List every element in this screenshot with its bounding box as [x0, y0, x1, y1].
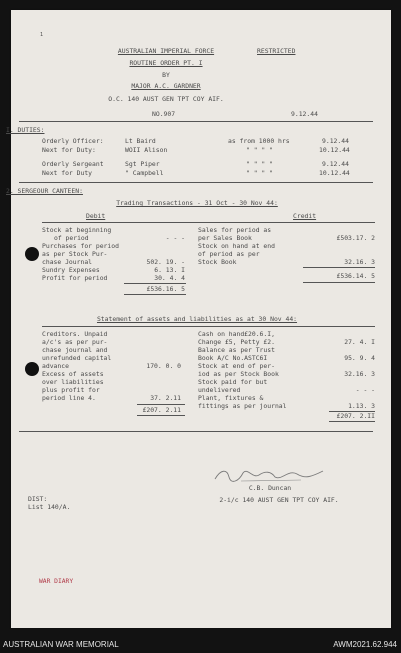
- signatory-name: C.B. Duncan: [248, 484, 292, 492]
- divider: [19, 121, 373, 122]
- order-title: ROUTINE ORDER PT. I: [129, 59, 203, 67]
- war-diary-stamp: WAR DIARY: [39, 578, 74, 585]
- duty-date: 10.12.44: [319, 169, 350, 177]
- credit-label: Credit: [293, 212, 317, 220]
- dist-label: DIST:: [28, 495, 48, 503]
- credit-line: of period as per: [198, 250, 260, 258]
- asset-line: Cash on hand£20.6.I,: [198, 330, 275, 338]
- credit-line: Stock Book: [198, 258, 237, 266]
- duty-from: " " " ": [246, 169, 273, 177]
- canteen-heading: 2. SERGEOUR CANTEEN:: [6, 187, 83, 195]
- duty-role: Next for Duty:: [42, 146, 96, 154]
- statement-title: Statement of assets and liabilities as at 30 Nov 44:: [96, 315, 298, 323]
- by-label: BY: [162, 71, 170, 79]
- debit-line: as per Stock Pur-: [42, 250, 108, 258]
- debit-amount: - - -: [165, 234, 185, 242]
- asset-line: undelivered: [198, 386, 241, 394]
- rule: [42, 222, 375, 223]
- debit-line: Purchases for period: [42, 242, 119, 250]
- duty-role: Orderly Officer:: [42, 137, 104, 145]
- divider: [19, 182, 373, 183]
- unit-name: O.C. 140 AUST GEN TPT COY AIF.: [108, 95, 224, 103]
- debit-line: Stock at beginning: [42, 226, 112, 234]
- debit-label: Debit: [86, 212, 106, 220]
- debit-line: Profit for period: [42, 274, 108, 282]
- asset-line: Change £5, Petty £2.: [198, 338, 275, 346]
- liability-line: unrefunded capital: [42, 354, 112, 362]
- liability-line: chase journal and: [42, 346, 108, 354]
- document-page: [6, 10, 391, 628]
- asset-line: Stock at end of per-: [198, 362, 275, 370]
- liability-line: plus profit for: [42, 386, 100, 394]
- asset-line: Plant, fixtures &: [198, 394, 264, 402]
- handwritten-signature: [211, 465, 331, 485]
- duty-from: " " " ": [246, 146, 273, 154]
- credit-line: per Sales Book: [198, 234, 252, 242]
- asset-line: Book A/C No.ASTC6I: [198, 354, 268, 362]
- duty-date: 9.12.44: [322, 160, 349, 168]
- duty-from: as from 1000 hrs: [228, 137, 290, 145]
- dist-list: List 140/A.: [28, 503, 71, 511]
- debit-amount: 30. 4. 4: [154, 274, 185, 282]
- duty-from: " " " ": [246, 160, 273, 168]
- credit-amount: £503.17. 2: [336, 234, 375, 242]
- liability-line: period line 4.: [42, 394, 96, 402]
- duty-name: " Campbell: [125, 169, 164, 177]
- asset-amount: 1.13. 3: [348, 402, 375, 410]
- debit-line: chase Journal: [42, 258, 93, 266]
- trading-title: Trading Transactions - 31 Oct - 30 Nov 44:: [116, 199, 278, 207]
- liability-line: Creditors. Unpaid: [42, 330, 108, 338]
- rule: [124, 294, 186, 295]
- debit-amount: 6. 13. I: [154, 266, 185, 274]
- debit-line: Sundry Expenses: [42, 266, 100, 274]
- credit-line: Stock on hand at end: [198, 242, 275, 250]
- divider: [19, 431, 373, 432]
- footer-credit: AUSTRALIAN WAR MEMORIAL: [3, 640, 119, 649]
- duty-name: Lt Baird: [125, 137, 156, 145]
- rule: [329, 421, 375, 422]
- liability-line: advance: [42, 362, 69, 370]
- duty-date: 10.12.44: [319, 146, 350, 154]
- rule: [124, 283, 186, 284]
- liability-amount: 37. 2.11: [150, 394, 181, 402]
- duty-role: Next for Duty: [42, 169, 93, 177]
- duty-name: WOII Alison: [125, 146, 168, 154]
- asset-line: fittings as per journal: [198, 402, 287, 410]
- credit-amount: 32.16. 3: [344, 258, 375, 266]
- asset-line: Stock paid for but: [198, 378, 268, 386]
- rule: [42, 326, 375, 327]
- duties-heading: I. DUTIES:: [6, 126, 45, 134]
- asset-line: Balance as per Trust: [198, 346, 275, 354]
- debit-total: £536.16. 5: [146, 285, 185, 293]
- order-date: 9.12.44: [291, 110, 318, 118]
- asset-line: iod as per Stock Book: [198, 370, 279, 378]
- asset-amount: - - -: [355, 386, 375, 394]
- force-heading: AUSTRALIAN IMPERIAL FORCE: [117, 47, 215, 55]
- liability-line: Excess of assets: [42, 370, 104, 378]
- punch-hole: [25, 247, 39, 261]
- rule: [137, 404, 185, 405]
- order-number: NO.907: [152, 110, 176, 118]
- debit-line: of period: [54, 234, 89, 242]
- classification-label: RESTRICTED: [257, 47, 296, 55]
- punch-hole: [25, 362, 39, 376]
- corner-mark: 1: [40, 32, 44, 38]
- rule: [303, 282, 375, 283]
- asset-amount: 27. 4. I: [344, 338, 375, 346]
- signatory-title: 2-i/c 140 AUST GEN TPT COY AIF.: [219, 496, 339, 504]
- credit-line: Sales for period as: [198, 226, 272, 234]
- liability-line: over liabilities: [42, 378, 104, 386]
- rule: [303, 267, 375, 268]
- duty-name: Sgt Piper: [125, 160, 160, 168]
- liability-amount: 170. 0. 0: [146, 362, 181, 370]
- duty-role: Orderly Sergeant: [42, 160, 104, 168]
- credit-total: £536.14. 5: [336, 272, 375, 280]
- officer-name: MAJOR A.C. GARDNER: [131, 82, 201, 90]
- debit-amount: 502. 19. -: [146, 258, 185, 266]
- asset-total: £207. 2.II: [336, 412, 375, 420]
- rule: [137, 415, 185, 416]
- asset-amount: 95. 9. 4: [344, 354, 375, 362]
- asset-amount: 32.16. 3: [344, 370, 375, 378]
- liability-line: a/c's as per pur-: [42, 338, 108, 346]
- duty-date: 9.12.44: [322, 137, 349, 145]
- liability-total: £207. 2.11: [142, 406, 181, 414]
- footer-accession: AWM2021.62.944: [333, 640, 397, 649]
